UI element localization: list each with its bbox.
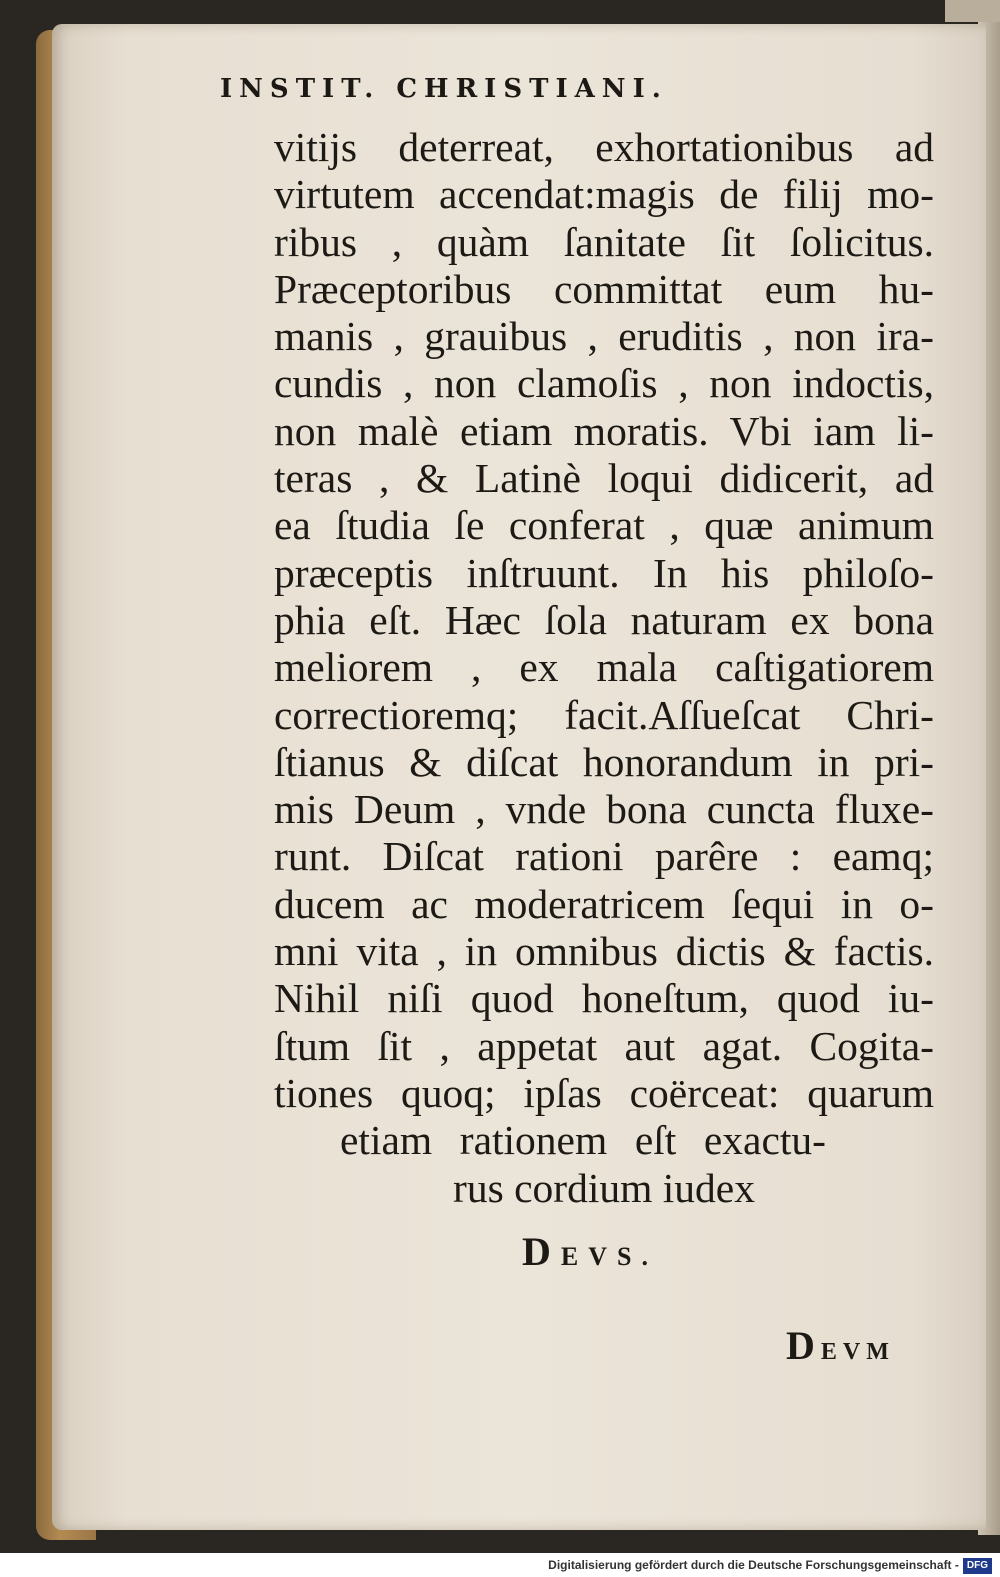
text-line: non malè etiam moratis. Vbi iam li- [274,407,934,454]
closing-word [522,1228,658,1275]
footer-text: Digitalisierung gefördert durch die Deutsche Forschungsgemeinschaft - [548,1558,959,1572]
text-line: manis , grauibus , eruditis , non ira- [274,313,934,360]
catchword-initial: D [786,1323,821,1368]
text-line: ducem ac moderatricem ſequi in o- [274,880,934,927]
text-line: Præceptoribus committat eum hu- [274,265,934,312]
digitization-footer [0,1553,1000,1577]
text-line: meliorem , ex mala caſtigatiorem [274,644,934,691]
text-line: correctioremq; facit.Aſſueſcat Chri- [274,691,934,738]
running-head: INSTIT. CHRISTIANI. [220,74,668,104]
text-line: phia eſt. Hæc ſola naturam ex bona [274,596,934,643]
text-line: ribus , quàm ſanitate ſit ſolicitus. [274,218,934,265]
text-line: mis Deum , vnde bona cuncta fluxe- [274,786,934,833]
text-line: Nihil niſi quod honeſtum, quod iu- [274,975,934,1022]
dfg-logo: DFG [963,1558,992,1574]
text-line: etiam rationem eſt exactu- [340,1117,826,1164]
closing-word-rest: EVS. [560,1242,658,1271]
text-line: ſtianus & diſcat honorandum in pri- [274,738,934,785]
catchword [786,1322,895,1369]
text-line: rus cordium iudex [453,1164,755,1211]
text-line: cundis , non clamoſis , non indoctis, [274,360,934,407]
page-top-corner [945,0,1000,22]
text-line: tiones quoq; ipſas coërceat: quarum [274,1069,934,1116]
text-line: mni vita , in omnibus dictis & factis. [274,928,934,975]
text-line: runt. Diſcat rationi parêre : eamq; [274,833,934,880]
text-line: vitijs deterreat, exhortationibus ad [274,124,934,170]
body-text [274,124,934,1212]
closing-word-initial: D [522,1229,561,1274]
catchword-rest: EVM [820,1339,895,1365]
text-line: virtutem accendat:magis de filij mo- [274,171,934,218]
text-line: ſtum ſit , appetat aut agat. Cogita- [274,1022,934,1069]
text-line: præceptis inſtruunt. In his philoſo- [274,549,934,596]
text-line: ea ſtudia ſe conferat , quæ animum [274,502,934,549]
text-line: teras , & Latinè loqui didicerit, ad [274,455,934,502]
